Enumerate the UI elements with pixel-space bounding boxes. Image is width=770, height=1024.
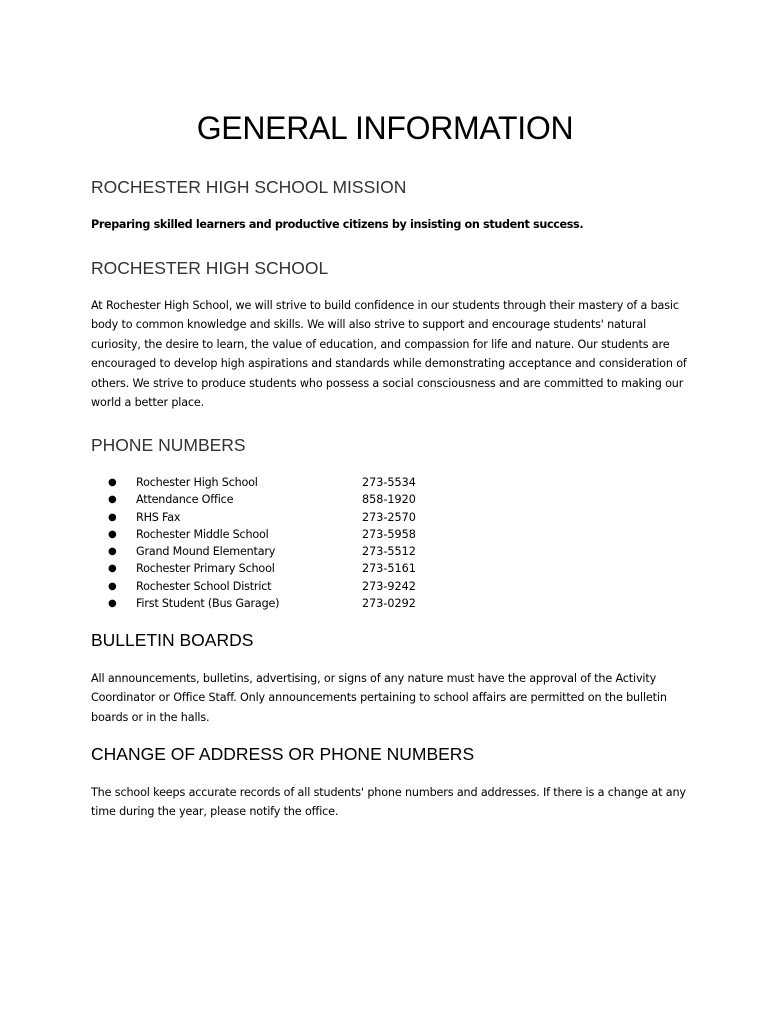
phone-contact-name: First Student (Bus Garage) xyxy=(136,597,280,611)
phone-contact-number: 273-5958 xyxy=(362,527,416,541)
phone-numbers-heading: PHONE NUMBERS xyxy=(91,435,246,455)
phone-contact-name: Rochester Middle School xyxy=(136,527,269,541)
bullet-icon: ● xyxy=(108,477,117,488)
phone-contact-number: 273-5512 xyxy=(362,545,416,559)
phone-contact-number: 273-5534 xyxy=(362,476,416,489)
bullet-icon: ● xyxy=(108,546,117,558)
phone-list-item xyxy=(108,526,428,543)
phone-contact-name: Grand Mound Elementary xyxy=(136,545,276,559)
phone-list-item xyxy=(108,578,428,595)
phone-list-item xyxy=(108,491,428,508)
page-title: GENERAL INFORMATION xyxy=(196,110,574,146)
phone-contact-name: Attendance Office xyxy=(136,493,234,507)
phone-contact-name: Rochester Primary School xyxy=(136,562,275,576)
phone-contact-name: Rochester High School xyxy=(136,476,258,489)
phone-contact-name: RHS Fax xyxy=(136,510,181,524)
phone-contact-number: 273-2570 xyxy=(362,510,416,524)
bullet-icon: ● xyxy=(108,528,117,540)
phone-list-item xyxy=(108,509,428,526)
bullet-icon: ● xyxy=(108,563,117,575)
bullet-icon: ● xyxy=(108,580,117,592)
change-of-address-heading: CHANGE OF ADDRESS OR PHONE NUMBERS xyxy=(91,744,475,764)
bullet-icon: ● xyxy=(108,511,117,523)
phone-contact-number: 858-1920 xyxy=(362,493,416,507)
school-heading: ROCHESTER HIGH SCHOOL xyxy=(91,258,329,278)
mission-heading: ROCHESTER HIGH SCHOOL MISSION xyxy=(91,177,407,197)
phone-contact-name: Rochester School District xyxy=(136,579,272,593)
phone-list xyxy=(108,474,428,612)
mission-statement: Preparing skilled learners and productive citizens by insisting on student success. xyxy=(91,218,584,231)
bullet-icon: ● xyxy=(108,598,117,610)
phone-list-item xyxy=(108,595,428,612)
change-of-address-paragraph: The school keeps accurate records of all students' phone numbers and addresses. If there is a change at any time during the year, please notify the office. xyxy=(91,786,686,819)
phone-contact-number: 273-9242 xyxy=(362,579,416,593)
bulletin-boards-paragraph: All announcements, bulletins, advertising, or signs of any nature must have the approval of the Activity Coordinator or Office Staff. Only announcements pertaining to school affairs are permitted on the bulletin boards or in the halls. xyxy=(91,672,667,724)
bullet-icon: ● xyxy=(108,494,117,506)
phone-list-item xyxy=(108,474,428,491)
bulletin-boards-heading: BULLETIN BOARDS xyxy=(91,630,254,650)
phone-contact-number: 273-5161 xyxy=(362,562,416,576)
phone-list-item xyxy=(108,543,428,560)
phone-list-item xyxy=(108,560,428,577)
school-paragraph: At Rochester High School, we will strive to build confidence in our students through their mastery of a basic body to common knowledge and skills. We will also strive to support and encourage students' natural curiosity, the desire to learn, the value of education, and compassion for life and nature. Our students are encouraged to develop high aspirations and standards while demonstrating acceptance and consideration of others. We strive to produce students who possess a social consciousness and are committed to making our world a better place. xyxy=(91,299,687,410)
phone-contact-number: 273-0292 xyxy=(362,597,416,611)
